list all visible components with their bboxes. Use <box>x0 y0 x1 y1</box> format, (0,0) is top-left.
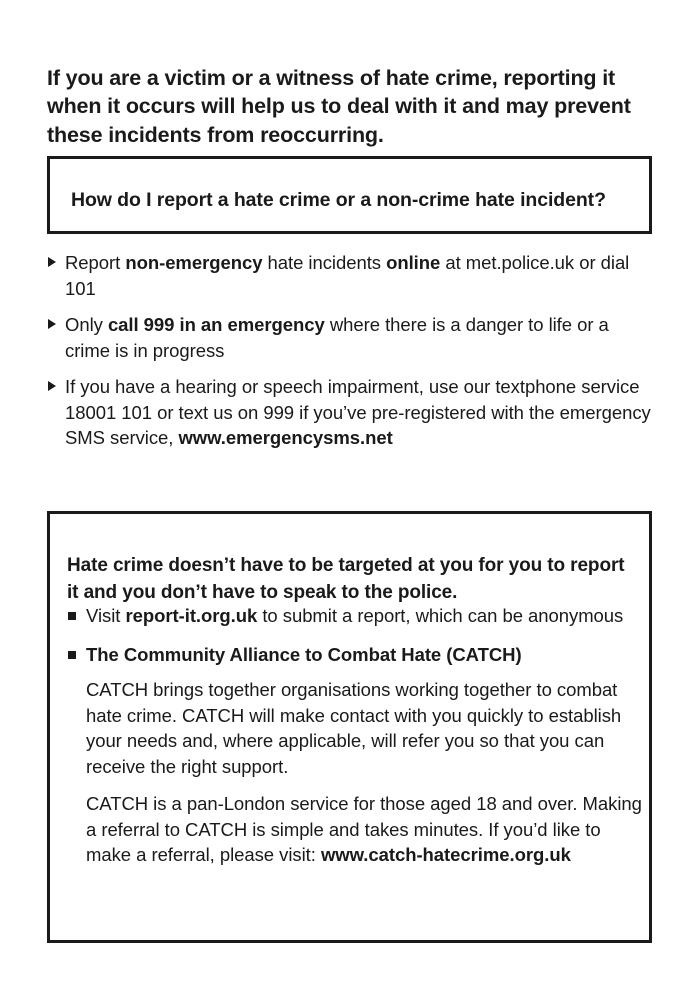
catch-bullet-item <box>67 603 642 629</box>
triangle-right-bullet-icon <box>48 381 56 391</box>
square-bullet-icon <box>68 651 76 659</box>
emphasis-text: online <box>386 252 441 273</box>
triangle-right-bullet-icon <box>48 319 56 329</box>
body-text: where there is a danger to life or a crime is in progress <box>65 314 609 361</box>
report-bullet-list <box>47 250 657 451</box>
intro-paragraph: If you are a victim or a witness of hate crime, reporting it when it occurs will help us to deal with it and may prevent these incidents from reoccurring. <box>47 65 631 147</box>
body-text: at met.police.uk or dial 101 <box>65 252 630 299</box>
emphasis-text: call 999 in an emergency <box>107 314 325 335</box>
body-text: Visit <box>86 605 126 626</box>
square-bullet-icon <box>68 612 76 620</box>
emphasis-text: www.catch-hatecrime.org.uk <box>320 844 571 865</box>
emphasis-text: The Community Alliance to Combat Hate (CATCH) <box>86 643 522 665</box>
emphasis-text: report-it.org.uk <box>125 605 258 626</box>
body-text: CATCH is a pan-London service for those aged 18 and over. Making a referral to CATCH is simple and takes minutes. If you’d like to make a referral, please visit: <box>86 793 642 865</box>
catch-bullet-item <box>67 642 642 668</box>
catch-paragraph <box>67 791 642 868</box>
triangle-right-bullet-icon <box>48 257 56 267</box>
report-bullet-item <box>47 374 657 451</box>
report-bullet-item <box>47 250 657 301</box>
body-text: Only <box>65 314 108 335</box>
catch-paragraph <box>67 677 642 779</box>
emphasis-text: www.emergencysms.net <box>178 427 393 448</box>
body-text: to submit a report, which can be anonymous <box>257 605 624 626</box>
body-text: hate incidents <box>262 252 387 273</box>
body-text: Report <box>65 252 126 273</box>
question-box <box>47 156 652 234</box>
question-box-title: How do I report a hate crime or a non-crime hate incident? <box>71 189 606 212</box>
report-bullet-item <box>47 312 657 363</box>
catch-box <box>47 511 652 943</box>
catch-bullet-list <box>67 603 642 880</box>
emphasis-text: non-emergency <box>125 252 263 273</box>
catch-box-heading: Hate crime doesn’t have to be targeted at you for you to report it and you don’t have to speak to the police. <box>67 555 625 603</box>
body-text: CATCH brings together organisations working together to combat hate crime. CATCH will make contact with you quickly to establish your needs and, where applicable, will refer you so that you can receive the right support. <box>86 679 622 777</box>
body-text: If you have a hearing or speech impairment, use our textphone service 18001 101 or text us on 999 if you’ve pre-registered with the emergency SMS service, <box>65 376 651 448</box>
